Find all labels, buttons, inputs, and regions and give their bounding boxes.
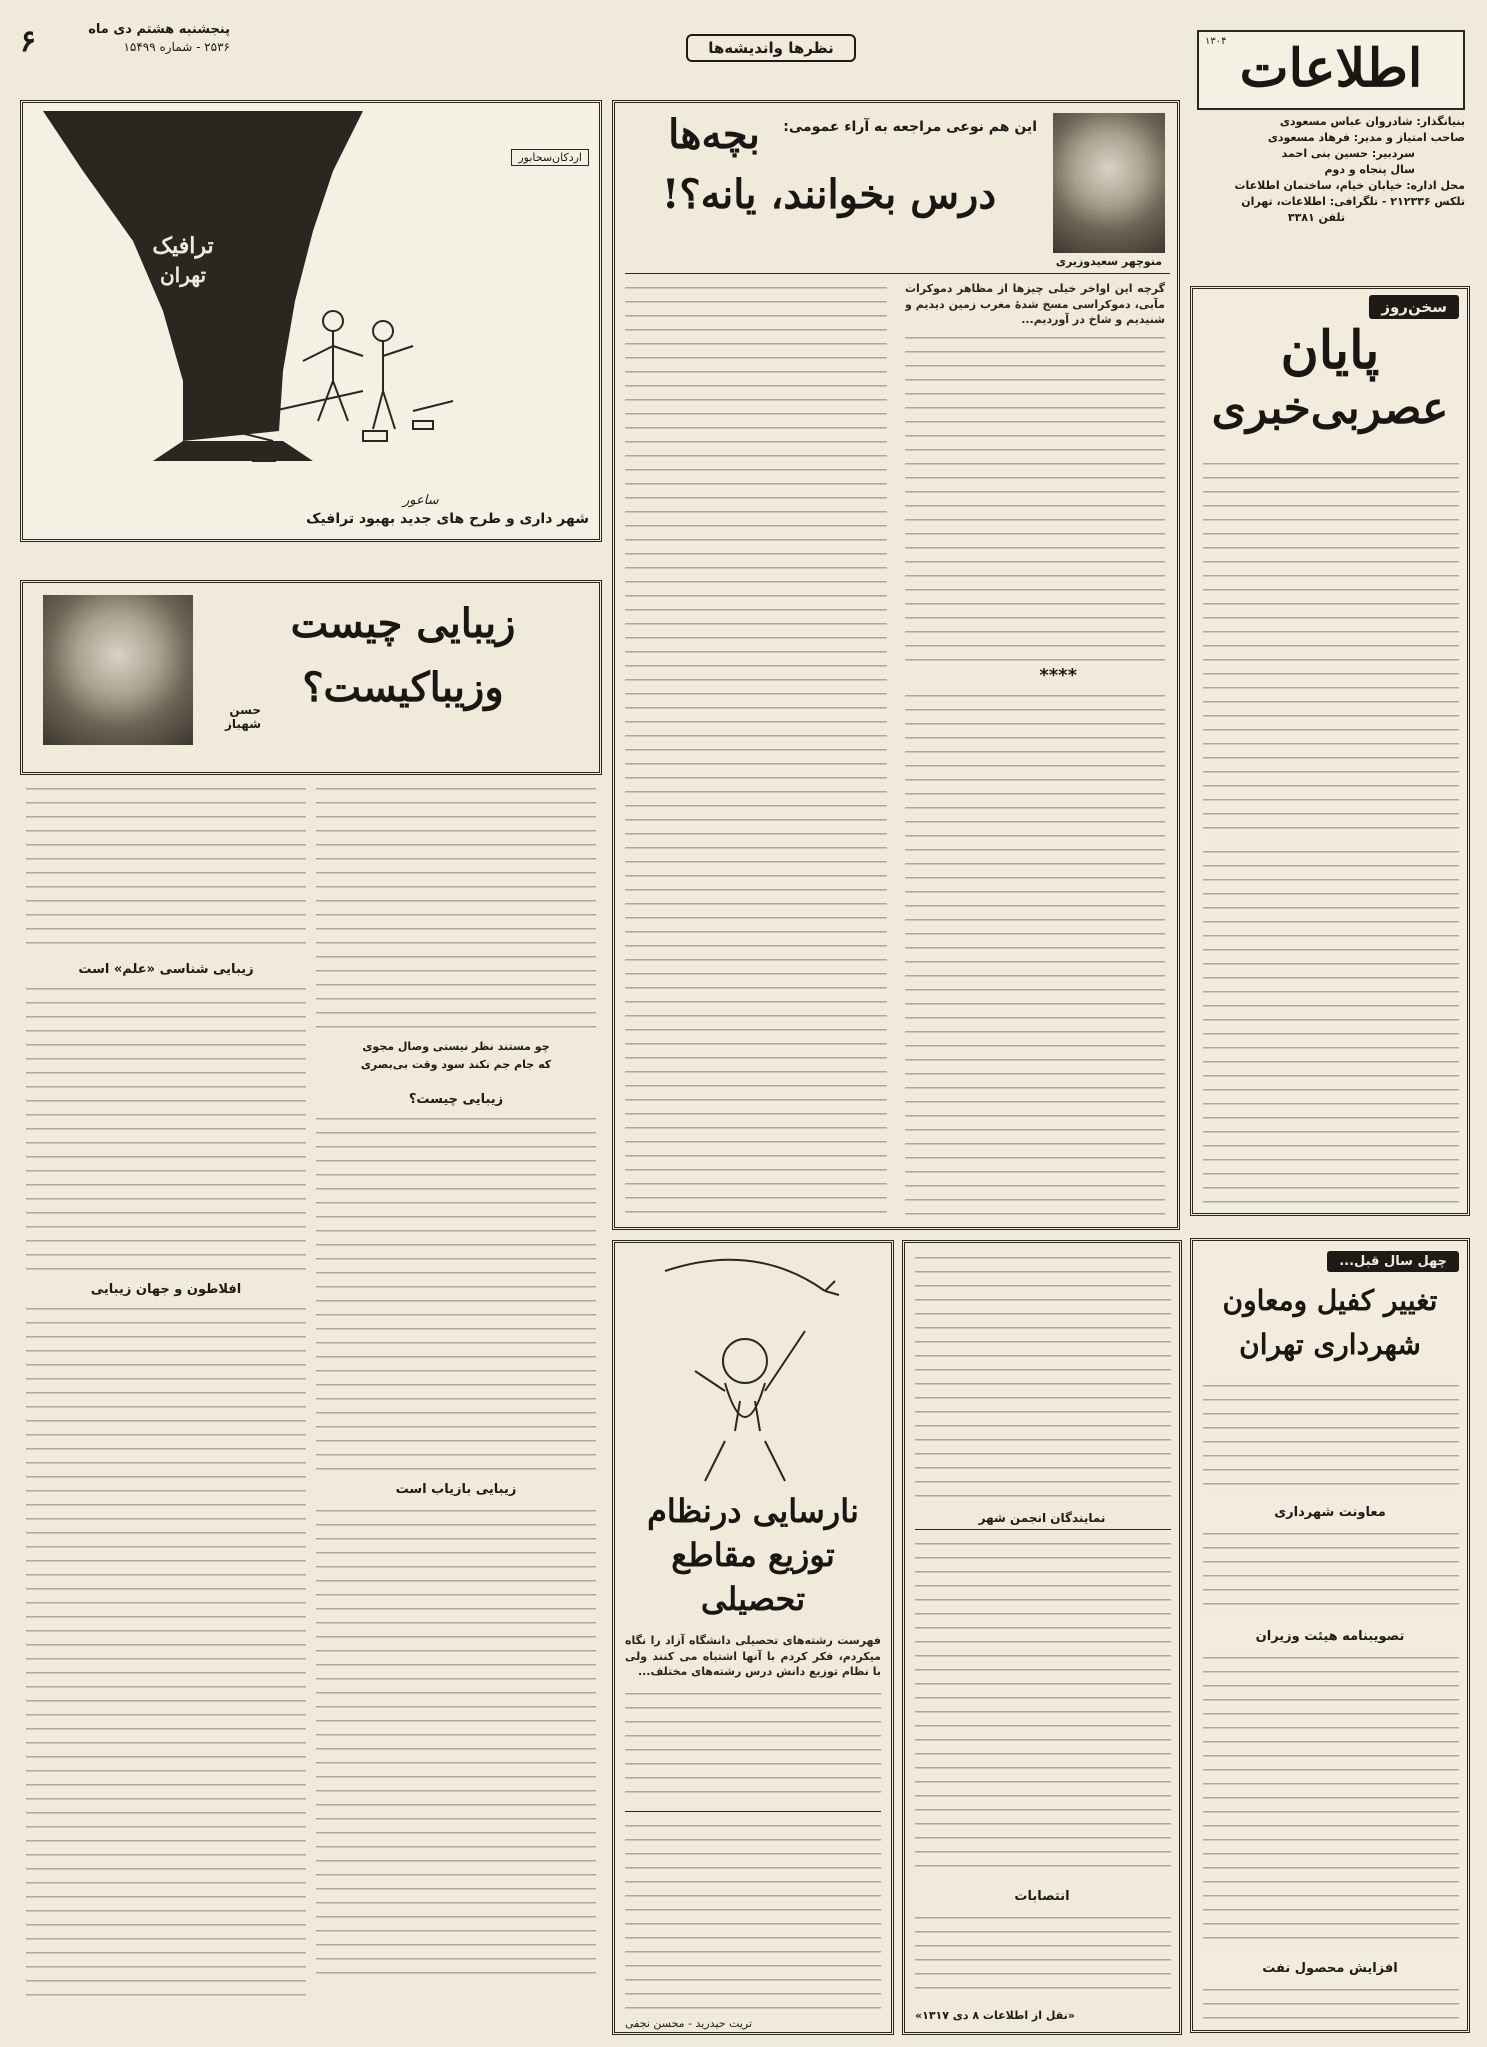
forty-years-label: چهل سال قبل... [1327,1251,1459,1272]
cartoon-drawing [33,111,593,491]
main-title-1: بچه‌ها [668,111,760,158]
forty-years-body-4 [1203,1983,1459,2027]
figure-icon [665,1260,839,1481]
masthead [1197,30,1465,110]
page-date: پنجشنبه هشتم دی ماه [88,22,230,37]
cartoon-tree-text-1: ترافیک [152,233,214,259]
beauty-author: حسن شهباز [224,703,261,731]
masthead-year: ۱۳۰۴ [1205,36,1227,47]
imprint-phone: تلفن ۳۳۸۱ [1287,211,1345,224]
forty-years-sub-1: معاونت شهرداری [1274,1505,1386,1520]
beauty-col-right-3 [316,1504,596,1974]
council-body-3 [915,1911,1171,2001]
council-byline: نمایندگان انجمن شهر [978,1511,1106,1525]
beauty-body [20,782,602,2032]
main-stars: **** [1039,665,1077,686]
beauty-title-2: وزیباکیست؟ [302,664,504,711]
editorial-box [1190,286,1470,1216]
main-lead: گرچه این اواخر خیلی چیزها از مظاهر دموکرات مآبی، دموکراسی مسخ شدهٔ مغرب زمین دیدیم و شنیدیم و شاخ در آوردیم... [905,282,1165,326]
beauty-col-left-2 [26,982,306,1272]
beauty-sub-1: زیبایی چیست؟ [408,1092,504,1107]
education-byline: تریت حیدرید - محسن نجفی [625,2017,753,2030]
forty-years-body-3 [1203,1651,1459,1951]
education-body-2 [625,1819,881,2015]
education-title-1: نارسایی درنظام [647,1492,859,1530]
masthead-title: اطلاعات [1239,38,1423,99]
imprint-address: محل اداره: خیابان خیام، ساختمان اطلاعات [1234,179,1465,192]
cartoon-signature: ساعور [403,493,439,508]
council-sub: انتصابات [1014,1889,1070,1904]
council-box [902,1240,1182,2035]
author-photo [1053,113,1165,253]
beauty-col-right-2 [316,1112,596,1472]
beauty-poem-2: که جام جم نکند سود وقت بی‌بصری [360,1058,552,1071]
forty-years-body-1 [1203,1379,1459,1493]
forty-years-box [1190,1238,1470,2033]
beauty-sub-3: زیبایی شناسی «علم» است [78,962,254,977]
editorial-label: سخن‌روز [1369,295,1459,319]
beauty-sub-2: زیبایی بازیاب است [395,1482,517,1497]
cartoon-caption: شهر داری و طرح های جدید بهبود ترافیک [306,511,589,527]
main-kicker: این هم نوعی مراجعه به آراء عمومی: [783,119,1037,135]
main-col-right-2 [905,689,1165,1219]
main-col-right-1 [905,331,1165,661]
beauty-poem-1: چو مستند نظر نیستی وصال مجوی [362,1040,550,1053]
education-box [612,1240,894,2035]
imprint-volume: سال پنجاه و دوم [1324,163,1415,176]
page-issue: ۲۵۳۶ - شماره ۱۵۴۹۹ [123,40,230,54]
imprint-publisher: صاحب امتیاز و مدیر: فرهاد مسعودی [1267,131,1465,144]
council-body-1 [915,1251,1171,1501]
imprint-editor: سردبیر: حسین بنی احمد [1281,147,1415,160]
section-label: نظرها واندیشه‌ها [686,34,856,62]
education-body-1 [625,1687,881,1805]
cartoon-artist: اردکان‌سحابور [511,149,589,166]
council-footer: «نقل از اطلاعات ۸ دی ۱۳۱۷» [915,2009,1075,2022]
cartoon-box [20,100,602,542]
beauty-col-left-3 [26,1302,306,2002]
education-title-2: توزیع مقاطع [671,1536,835,1574]
main-title-2: درس بخوانند، یانه؟! [661,171,997,218]
editorial-title-1: پایان [1280,320,1380,381]
beauty-col-right-1 [316,782,596,1032]
main-col-left [625,281,887,1219]
page-number: ۶ [20,24,37,59]
cartoon-tree-text-2: تهران [159,263,207,287]
beauty-col-left-1 [26,782,306,952]
education-title-3: تحصیلی [700,1580,806,1618]
forty-years-title-1: تغییر کفیل ومعاون [1222,1284,1438,1317]
education-lead: فهرست رشته‌های تحصیلی دانشگاه آزاد را نگاه میکردم، فکر کردم با آنها اشتباه می کنند ولی با نظام توزیع دانش درس رشته‌های مختلف... [625,1634,881,1678]
editorial-title-2: عصربی‌خبری [1211,383,1449,434]
forty-years-body-2 [1203,1527,1459,1615]
editorial-body-1 [1203,457,1459,837]
imprint-telex: تلکس ۲۱۲۳۳۶ - تلگرافی: اطلاعات، تهران [1241,195,1465,208]
main-article-box [612,100,1180,1230]
forty-years-title-2: شهرداری تهران [1239,1328,1421,1361]
council-body-2 [915,1537,1171,1877]
author-name: منوچهر سعیدوزیری [1055,255,1163,268]
education-cartoon [625,1251,885,1491]
imprint [1197,114,1465,254]
forty-years-sub-3: افزایش محصول نفت [1262,1961,1398,1976]
editorial-body-2 [1203,845,1459,1205]
forty-years-sub-2: تصویبنامه هیئت وزیران [1255,1629,1405,1644]
beauty-box [20,580,602,775]
beauty-author-photo [43,595,193,745]
imprint-founder: بنیانگذار: شادروان عباس مسعودی [1279,115,1465,128]
beauty-title-1: زیبایی چیست [290,600,516,647]
beauty-sub-4: افلاطون و جهان زیبایی [90,1282,242,1297]
